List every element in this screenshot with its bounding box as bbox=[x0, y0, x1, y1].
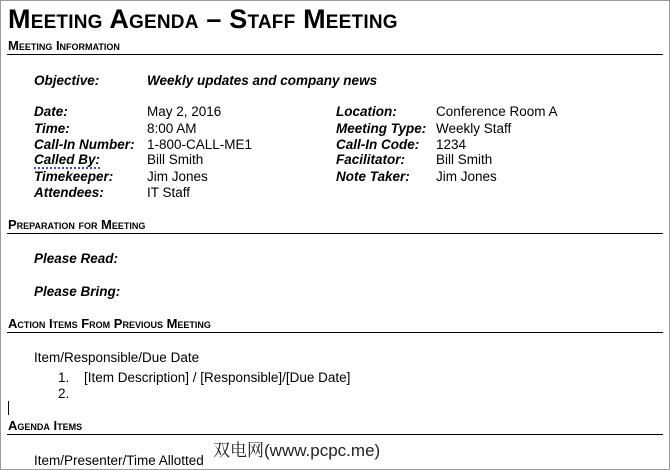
agenda-items-columns: Item/Presenter/Time Allotted bbox=[34, 453, 204, 468]
attendees-label: Attendees: bbox=[34, 185, 104, 200]
action-item-text: [Item Description] / [Responsible]/[Due Date] bbox=[84, 370, 351, 385]
facilitator-value: Bill Smith bbox=[436, 152, 493, 167]
section-heading-preparation: Preparation for Meeting bbox=[8, 217, 146, 232]
call-in-number-value: 1-800-CALL-ME1 bbox=[147, 137, 253, 152]
attendees-value: IT Staff bbox=[147, 185, 191, 200]
timekeeper-value: Jim Jones bbox=[147, 169, 208, 184]
time-label: Time: bbox=[34, 121, 70, 136]
objective-value: Weekly updates and company news bbox=[147, 73, 378, 88]
section-heading-agenda-items: Agenda Items bbox=[8, 418, 83, 433]
section-rule bbox=[7, 434, 663, 435]
time-value: 8:00 AM bbox=[147, 121, 197, 136]
facilitator-label: Facilitator: bbox=[336, 152, 406, 167]
called-by-value: Bill Smith bbox=[147, 152, 204, 167]
section-rule bbox=[7, 54, 663, 55]
call-in-code-value: 1234 bbox=[436, 137, 467, 152]
called-by-label-text: Called By: bbox=[34, 152, 101, 167]
text-cursor bbox=[8, 401, 9, 415]
action-items-columns: Item/Responsible/Due Date bbox=[34, 350, 200, 365]
call-in-code-label: Call-In Code: bbox=[336, 137, 420, 152]
section-rule bbox=[7, 332, 663, 333]
objective-label: Objective: bbox=[34, 73, 100, 88]
meeting-type-label: Meeting Type: bbox=[336, 121, 427, 136]
note-taker-label: Note Taker: bbox=[336, 169, 410, 184]
watermark: 双电网(www.pcpc.me) bbox=[211, 436, 382, 461]
section-heading-meeting-information: Meeting Information bbox=[8, 38, 120, 53]
call-in-number-label: Call-In Number: bbox=[34, 137, 135, 152]
date-label: Date: bbox=[34, 104, 68, 119]
timekeeper-label: Timekeeper: bbox=[34, 169, 114, 184]
please-bring-label: Please Bring: bbox=[34, 284, 121, 299]
meeting-type-value: Weekly Staff bbox=[436, 121, 512, 136]
note-taker-value: Jim Jones bbox=[436, 169, 497, 184]
please-read-label: Please Read: bbox=[34, 251, 119, 266]
location-value: Conference Room A bbox=[436, 104, 558, 119]
called-by-label bbox=[34, 152, 100, 167]
date-value: May 2, 2016 bbox=[147, 104, 222, 119]
section-rule bbox=[7, 233, 663, 234]
action-item-number: 2. bbox=[58, 386, 70, 401]
location-label: Location: bbox=[336, 104, 397, 119]
document-title: Meeting Agenda – Staff Meeting bbox=[8, 4, 398, 34]
section-heading-action-items: Action Items From Previous Meeting bbox=[8, 316, 211, 331]
action-item-number: 1. bbox=[58, 370, 70, 385]
